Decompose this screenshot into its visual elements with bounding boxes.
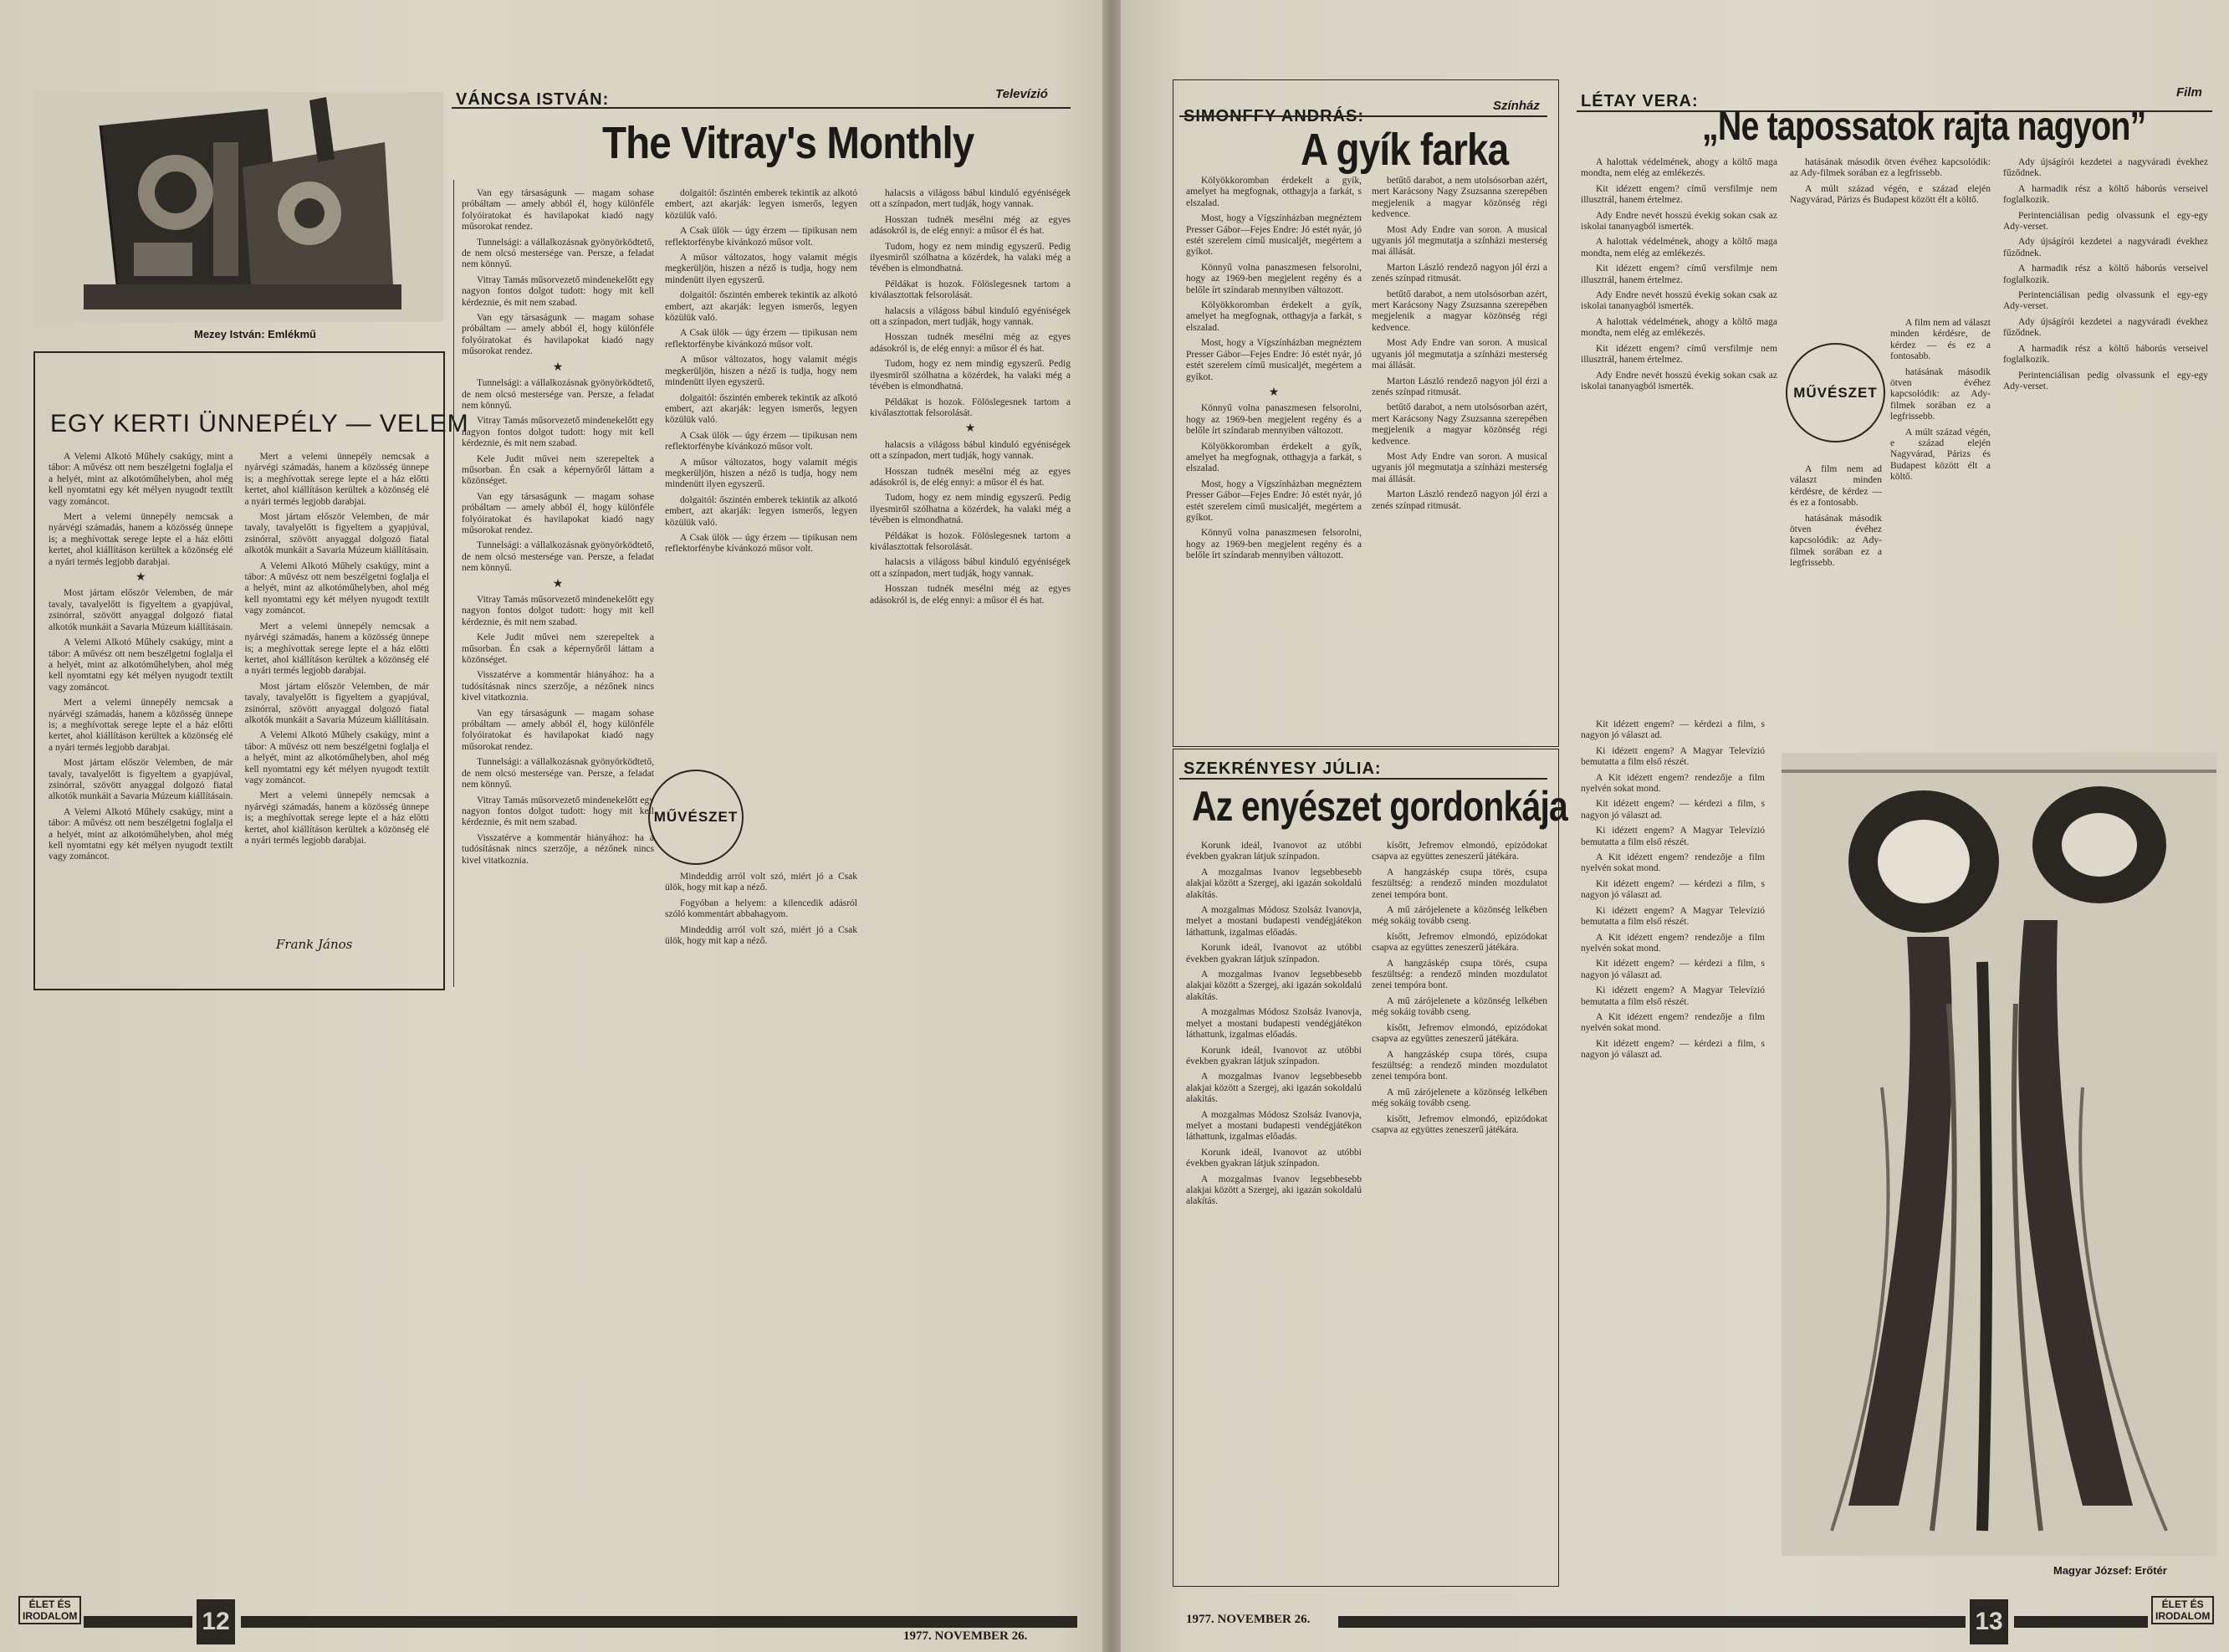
gyik-column-1 bbox=[1186, 176, 1362, 736]
paragraph: A mozgalmas Ivanov legsebbesebb alakjai között a Szergej, aki igazán sokoldalú alakítás. bbox=[1186, 1071, 1362, 1105]
paragraph: A múlt század végén, e század elején Nagyvárad, Párizs és Budapest között élt a költő. bbox=[1890, 427, 1991, 483]
paragraph: Van egy társaságunk — magam sohase próbáltam — amely abból él, hogy különféle folyóiratokat és havilapokat kiadó nagy műsorokat rendez. bbox=[462, 188, 654, 233]
paragraph: halacsis a világoss bábul kinduló egyéniségek ott a színpadon, mert tudják, hogy vannak. bbox=[870, 439, 1071, 462]
footer-rule bbox=[1338, 1616, 1966, 1628]
paragraph: Ki idézett engem? A Magyar Televízió bemutatta a film első részét. bbox=[1581, 985, 1765, 1007]
paragraph: dolgaitól: őszintén emberek tekintik az alkotó embert, azt akarják: legyen ismerős, legyen közülük való. bbox=[665, 494, 857, 528]
paragraph: Most, hogy a Vígszínházban megnéztem Presser Gábor—Fejes Endre: Jó estét nyár, jó estét szerelem című musicaljét, megértem a gyíkot. bbox=[1186, 478, 1362, 523]
paragraph: Kit idézett engem? című versfilmje nem illusztrál, hanem értelmez. bbox=[1581, 263, 1777, 285]
paragraph: Hosszan tudnék mesélni még az egyes adásokról is, de elég ennyi: a műsor él és hat. bbox=[870, 466, 1071, 488]
paragraph: A Velemi Alkotó Műhely csakúgy, mint a tábor: A művész ott nem beszélgetni foglalja el a helyét, mint az alkotóműhelyben, ahol még kell nyomtatni egy két mélyen nyugodt textilt vagy zománcot. bbox=[49, 806, 233, 862]
paragraph: Korunk ideál, Ivanovot az utóbbi években gyakran látjuk színpadon. bbox=[1186, 1045, 1362, 1066]
paragraph: Perintenciálisan pedig olvassunk el egy-egy Ady-verset. bbox=[2003, 370, 2208, 391]
publication-logo bbox=[18, 1596, 81, 1624]
paragraph: Tunnelsági: a vállalkozásnak gyönyörködtető, de nem olcsó mestersége van. Persze, a feladat nem könnyű. bbox=[462, 540, 654, 574]
paragraph: dolgaitól: őszintén emberek tekintik az alkotó embert, azt akarják: legyen ismerős, legyen közülük való. bbox=[665, 290, 857, 324]
page-right bbox=[1121, 0, 2229, 1652]
paragraph: Ady újságírói kezdetei a nagyváradi évekhez fűződnek. bbox=[2003, 237, 2208, 258]
paragraph: A harmadik rész a költő háborús verseivel foglalkozik. bbox=[2003, 263, 2208, 285]
paragraph: A film nem ad választ minden kérdésre, de kérdez — és ez a fontosabb. bbox=[1890, 318, 1991, 362]
separator-star: ★ bbox=[135, 571, 146, 585]
paragraph: kísőtt, Jefremov elmondó, epizódokat csapva az együttes zeneszerű játékára. bbox=[1372, 931, 1547, 954]
paragraph: Tunnelsági: a vállalkozásnak gyönyörködtető, de nem olcsó mestersége van. Persze, a feladat nem könnyű. bbox=[462, 378, 654, 411]
paragraph: A halottak védelmének, ahogy a költő maga mondta, nem elég az emlékezés. bbox=[1581, 316, 1777, 339]
column-rule bbox=[453, 180, 454, 987]
paragraph: A halottak védelmének, ahogy a költő maga mondta, nem elég az emlékezés. bbox=[1581, 157, 1777, 179]
paragraph: A Kit idézett engem? rendezője a film nyelvén sokat mond. bbox=[1581, 852, 1765, 874]
logo-line: ÉLET ÉS bbox=[28, 1598, 71, 1610]
separator-star: ★ bbox=[964, 422, 976, 436]
paragraph: A mozgalmas Módosz Szolsáz Ivanovja, melyet a mostani budapesti vendégjátékon láthattunk, izgalmas előadás. bbox=[1186, 1007, 1362, 1041]
byline: SIMONFFY ANDRÁS: bbox=[1184, 107, 1364, 125]
paragraph: A harmadik rész a költő háborús verseivel foglalkozik. bbox=[2003, 343, 2208, 366]
paragraph: kísőtt, Jefremov elmondó, epizódokat csapva az együttes zeneszerű játékára. bbox=[1372, 841, 1547, 862]
image-caption: Mezey István: Emlékmű bbox=[194, 328, 316, 340]
byline: SZEKRÉNYESY JÚLIA: bbox=[1184, 760, 1382, 778]
paragraph: A Velemi Alkotó Műhely csakúgy, mint a tábor: A művész ott nem beszélgetni foglalja el a helyét, mint az alkotóműhelyben, ahol még kell nyomtatni egy két mélyen nyugodt textilt vagy zománcot. bbox=[49, 637, 233, 693]
box-text bbox=[49, 452, 429, 920]
paragraph: A Velemi Alkotó Műhely csakúgy, mint a tábor: A művész ott nem beszélgetni foglalja el a helyét, mint az alkotóműhelyben, ahol még kell nyomtatni egy két mélyen nyugodt textilt vagy zománcot. bbox=[244, 730, 429, 785]
paragraph: Kit idézett engem? — kérdezi a film, s nagyon jó választ ad. bbox=[1581, 1038, 1765, 1061]
article-title: A gyík farka bbox=[1301, 125, 1509, 175]
publication-logo bbox=[2151, 1596, 2214, 1624]
paragraph: Van egy társaságunk — magam sohase próbáltam — amely abból él, hogy különféle folyóiratokat és havilapokat kiadó nagy műsorokat rendez. bbox=[462, 491, 654, 535]
paragraph: A műsor változatos, hogy valamit mégis megkerüljön, hiszen a néző is tudja, hogy nem mindenütt ilyen egyszerű. bbox=[665, 253, 857, 285]
paragraph: Fogyóban a helyem: a kilencedik adásról szóló kommentárt abbahagyom. bbox=[665, 898, 857, 920]
gyik-column-2 bbox=[1372, 176, 1547, 736]
paragraph: Mert a velemi ünnepély nemcsak a nyárvégi számadás, hanem a közösség ünnepe is; a meghívottak serege lepte el a ház előtti kertet, ahol kiállításon kerültek a közönség elé a nyári termés legjobb darabjai. bbox=[49, 512, 233, 567]
paragraph: Tudom, hogy ez nem mindig egyszerű. Pedig ilyesmiről szólhatna a közérdek, ha valaki még a tévében is elmondhatná. bbox=[870, 493, 1071, 526]
section-label: Színház bbox=[1493, 99, 1540, 113]
paragraph: Most, hogy a Vígszínházban megnéztem Presser Gábor—Fejes Endre: Jó estét nyár, jó estét szerelem című musicaljét, megértem a gyíkot. bbox=[1186, 213, 1362, 258]
paragraph: A Velemi Alkotó Műhely csakúgy, mint a tábor: A művész ott nem beszélgetni foglalja el a helyét, mint az alkotóműhelyben, ahol még kell nyomtatni egy két mélyen nyugodt textilt vagy zománcot. bbox=[49, 452, 233, 507]
paragraph: Tunnelsági: a vállalkozásnak gyönyörködtető, de nem olcsó mestersége van. Persze, a feladat nem könnyű. bbox=[462, 757, 654, 790]
separator-star: ★ bbox=[1268, 386, 1280, 399]
paragraph: A Csak ülök — úgy érzem — tipikusan nem reflektorfénybe kívánkozó műsor volt. bbox=[665, 328, 857, 350]
gutter bbox=[1102, 0, 1121, 1652]
paragraph: Mindeddig arról volt szó, miért jó a Csak ülök, hogy mit kap a néző. bbox=[665, 872, 857, 893]
paragraph: Most jártam először Velemben, de már tavaly, tavalyelőtt is figyeltem a gyapjúval, zsinórral, szövött anyaggal dolgozó fiatal alkotók munkáit a Savaria Múzeum kiállításain. bbox=[244, 512, 429, 556]
paragraph: A műsor változatos, hogy valamit mégis megkerüljön, hiszen a néző is tudja, hogy nem mindenütt ilyen egyszerű. bbox=[665, 355, 857, 388]
paragraph: Mert a velemi ünnepély nemcsak a nyárvégi számadás, hanem a közösség ünnepe is; a meghívottak serege lepte el a ház előtti kertet, ahol kiállításon kerültek a közönség elé a nyári termés legjobb darabjai. bbox=[244, 452, 429, 507]
page-number: 13 bbox=[1970, 1599, 2008, 1644]
page-number: 12 bbox=[197, 1599, 235, 1644]
paragraph: hatásának második ötven évéhez kapcsolódik: az Ady-filmek sorában ez a legfrissebb. bbox=[1890, 366, 1991, 422]
paragraph: dolgaitól: őszintén emberek tekintik az alkotó embert, azt akarják: legyen ismerős, legyen közülük való. bbox=[665, 188, 857, 221]
paragraph: Kölyökkoromban érdekelt a gyík, amelyet ha megfognak, otthagyja a farkát, s elszalad. bbox=[1186, 300, 1362, 333]
article-title: Az enyészet gordonkája bbox=[1192, 783, 1568, 830]
paragraph: A Kit idézett engem? rendezője a film nyelvén sokat mond. bbox=[1581, 772, 1765, 795]
ady-column-2-narrow bbox=[1890, 318, 1991, 698]
paragraph: kísőtt, Jefremov elmondó, epizódokat csapva az együttes zeneszerű játékára. bbox=[1372, 1022, 1547, 1045]
film-column bbox=[1581, 719, 1765, 1547]
paragraph: Ady Endre nevét hosszú évekig sokan csak az iskolai tananyagból ismerték. bbox=[1581, 370, 1777, 391]
paragraph: Kit idézett engem? — kérdezi a film, s nagyon jó választ ad. bbox=[1581, 719, 1765, 741]
paragraph: Van egy társaságunk — magam sohase próbáltam — amely abból él, hogy különféle folyóiratokat és havilapokat kiadó nagy műsorokat rendez. bbox=[462, 313, 654, 357]
byline: VÁNCSA ISTVÁN: bbox=[456, 90, 610, 109]
paragraph: A Kit idézett engem? rendezője a film nyelvén sokat mond. bbox=[1581, 932, 1765, 954]
paragraph: A műsor változatos, hogy valamit mégis megkerüljön, hiszen a néző is tudja, hogy nem mindenütt ilyen egyszerű. bbox=[665, 457, 857, 490]
ady-column-1 bbox=[1581, 157, 1777, 693]
footer-rule bbox=[241, 1616, 1077, 1628]
paragraph: A mozgalmas Ivanov legsebbesebb alakjai között a Szergej, aki igazán sokoldalú alakítás. bbox=[1186, 867, 1362, 900]
paragraph: Perintenciálisan pedig olvassunk el egy-egy Ady-verset. bbox=[2003, 290, 2208, 312]
ady-column-2-top bbox=[1790, 157, 1991, 295]
rule bbox=[452, 107, 1071, 109]
paragraph: Példákat is hozok. Fölöslegesnek tartom a kiválasztottak felsorolását. bbox=[870, 530, 1071, 552]
paragraph: Ady újságírói kezdetei a nagyváradi évekhez fűződnek. bbox=[2003, 157, 2208, 179]
paragraph: Kit idézett engem? című versfilmje nem illusztrál, hanem értelmez. bbox=[1581, 183, 1777, 206]
paragraph: Most, hogy a Vígszínházban megnéztem Presser Gábor—Fejes Endre: Jó estét nyár, jó estét szerelem című musicaljét, megértem a gyíkot. bbox=[1186, 338, 1362, 382]
paragraph: A hangzáskép csupa törés, csupa feszültség: a rendező minden mozdulatot zenei tempóra bont. bbox=[1372, 958, 1547, 991]
paragraph: Kele Judit művei nem szerepeltek a műsorban. Én csak a képernyőről láttam a közönséget. bbox=[462, 632, 654, 666]
paragraph: dolgaitól: őszintén emberek tekintik az alkotó embert, azt akarják: legyen ismerős, legyen közülük való. bbox=[665, 392, 857, 426]
paragraph: A Kit idézett engem? rendezője a film nyelvén sokat mond. bbox=[1581, 1011, 1765, 1034]
paragraph: A film nem ad választ minden kérdésre, de kérdez — és ez a fontosabb. bbox=[1790, 464, 1882, 509]
paragraph: Mert a velemi ünnepély nemcsak a nyárvégi számadás, hanem a közösség ünnepe is; a meghívottak serege lepte el a ház előtti kertet, ahol kiállításon kerültek a közönség elé a nyári termés legjobb darabjai. bbox=[244, 790, 429, 846]
paragraph: A halottak védelmének, ahogy a költő maga mondta, nem elég az emlékezés. bbox=[1581, 237, 1777, 258]
article-title: The Vitray's Monthly bbox=[602, 118, 974, 168]
paragraph: Példákat is hozok. Fölöslegesnek tartom a kiválasztottak felsorolását. bbox=[870, 279, 1071, 301]
paragraph: Vitray Tamás műsorvezető mindenekelőtt egy nagyon fontos dolgot tudott: hogy mit kell kérdeznie, és mit nem szabad. bbox=[462, 274, 654, 308]
paragraph: Most Ady Endre van soron. A musical ugyanis jól megmutatja a színházi mesterség mai állását. bbox=[1372, 451, 1547, 484]
paragraph: betűtő darabot, a nem utolsósorban azért, mert Karácsony Nagy Zsuzsanna szerepében megjelenik a magyar közönség régi kedvence. bbox=[1372, 402, 1547, 447]
paragraph: Perintenciálisan pedig olvassunk el egy-egy Ady-verset. bbox=[2003, 210, 2208, 233]
paragraph: Korunk ideál, Ivanovot az utóbbi években gyakran látjuk színpadon. bbox=[1186, 1147, 1362, 1169]
footer-rule bbox=[84, 1616, 192, 1628]
footer-date: 1977. NOVEMBER 26. bbox=[903, 1629, 1028, 1643]
paragraph: Kölyökkoromban érdekelt a gyík, amelyet ha megfognak, otthagyja a farkát, s elszalad. bbox=[1186, 176, 1362, 208]
paragraph: Ki idézett engem? A Magyar Televízió bemutatta a film első részét. bbox=[1581, 745, 1765, 768]
paragraph: Marton László rendező nagyon jól érzi a zenés színpad ritmusát. bbox=[1372, 376, 1547, 397]
paragraph: Példákat is hozok. Fölöslegesnek tartom a kiválasztottak felsorolását. bbox=[870, 396, 1071, 418]
paragraph: Kit idézett engem? — kérdezi a film, s nagyon jó választ ad. bbox=[1581, 959, 1765, 980]
logo-line: IRODALOM bbox=[2155, 1610, 2211, 1622]
paragraph: Marton László rendező nagyon jól érzi a zenés színpad ritmusát. bbox=[1372, 489, 1547, 511]
paragraph: A Csak ülök — úgy érzem — tipikusan nem reflektorfénybe kívánkozó műsor volt. bbox=[665, 532, 857, 555]
paragraph: betűtő darabot, a nem utolsósorban azért, mert Karácsony Nagy Zsuzsanna szerepében megjelenik a magyar közönség régi kedvence. bbox=[1372, 289, 1547, 333]
paragraph: A hangzáskép csupa törés, csupa feszültség: a rendező minden mozdulatot zenei tempóra bont. bbox=[1372, 1049, 1547, 1082]
paragraph: Most Ady Endre van soron. A musical ugyanis jól megmutatja a színházi mesterség mai állását. bbox=[1372, 338, 1547, 371]
paragraph: Ady újságírói kezdetei a nagyváradi évekhez fűződnek. bbox=[2003, 316, 2208, 339]
paragraph: A Csak ülök — úgy érzem — tipikusan nem reflektorfénybe kívánkozó műsor volt. bbox=[665, 430, 857, 453]
paragraph: kísőtt, Jefremov elmondó, epizódokat csapva az együttes zeneszerű játékára. bbox=[1372, 1113, 1547, 1135]
page-left bbox=[0, 0, 1102, 1652]
column-4 bbox=[870, 188, 1071, 983]
muveszet-stamp: MŰVÉSZET bbox=[1786, 343, 1885, 442]
paragraph: Most jártam először Velemben, de már tavaly, tavalyelőtt is figyeltem a gyapjúval, zsinórral, szövött anyaggal dolgozó fiatal alkotók munkáit a Savaria Múzeum kiállításain. bbox=[49, 758, 233, 802]
paragraph: Kit idézett engem? című versfilmje nem illusztrál, hanem értelmez. bbox=[1581, 343, 1777, 366]
paragraph: Kit idézett engem? — kérdezi a film, s nagyon jó választ ad. bbox=[1581, 799, 1765, 821]
paragraph: A mű zárójelenete a közönség lelkében még sokáig tovább cseng. bbox=[1372, 1087, 1547, 1109]
paragraph: Visszatérve a kommentár hiányához: ha a tudósításnak nincs szerzője, a nézőnek nincs kivel vitatkoznia. bbox=[462, 670, 654, 703]
box-title: EGY KERTI ÜNNEPÉLY — VELEM bbox=[50, 410, 469, 437]
footer-rule bbox=[2014, 1616, 2148, 1628]
paragraph: Korunk ideál, Ivanovot az utóbbi években gyakran látjuk színpadon. bbox=[1186, 943, 1362, 964]
paragraph: Mert a velemi ünnepély nemcsak a nyárvégi számadás, hanem a közösség ünnepe is; a meghívottak serege lepte el a ház előtti kertet, ahol kiállításon kerültek a közönség elé a nyári termés legjobb darabjai. bbox=[49, 698, 233, 753]
signature: Frank János bbox=[276, 937, 353, 952]
paragraph: Most Ady Endre van soron. A musical ugyanis jól megmutatja a színházi mesterség mai állását. bbox=[1372, 224, 1547, 258]
ady-column-3 bbox=[2003, 157, 2208, 693]
gordon-column-2 bbox=[1372, 841, 1547, 1577]
paragraph: Mindeddig arról volt szó, miért jó a Csak ülök, hogy mit kap a néző. bbox=[665, 924, 857, 947]
image-caption: Magyar József: Erőtér bbox=[2053, 1564, 2167, 1577]
paragraph: Tudom, hogy ez nem mindig egyszerű. Pedig ilyesmiről szólhatna a közérdek, ha valaki még a tévében is elmondhatná. bbox=[870, 241, 1071, 274]
paragraph: Vitray Tamás műsorvezető mindenekelőtt egy nagyon fontos dolgot tudott: hogy mit kell kérdeznie, és mit nem szabad. bbox=[462, 416, 654, 449]
paragraph: A múlt század végén, e század elején Nagyvárad, Párizs és Budapest között élt a költő. bbox=[1790, 183, 1991, 206]
section-label: Televízió bbox=[995, 87, 1048, 101]
paragraph: Ady Endre nevét hosszú évekig sokan csak az iskolai tananyagból ismerték. bbox=[1581, 290, 1777, 312]
separator-star: ★ bbox=[552, 361, 564, 374]
paragraph: Kölyökkoromban érdekelt a gyík, amelyet ha megfognak, otthagyja a farkát, s elszalad. bbox=[1186, 441, 1362, 474]
byline: LÉTAY VERA: bbox=[1581, 92, 1699, 110]
paragraph: Van egy társaságunk — magam sohase próbáltam — amely abból él, hogy különféle folyóiratokat és havilapokat kiadó nagy műsorokat rendez. bbox=[462, 708, 654, 752]
paragraph: hatásának második ötven évéhez kapcsolódik: az Ady-filmek sorában ez a legfrissebb. bbox=[1790, 513, 1882, 569]
separator-star: ★ bbox=[552, 577, 564, 591]
paragraph: Ady Endre nevét hosszú évekig sokan csak az iskolai tananyagból ismerték. bbox=[1581, 210, 1777, 233]
section-label: Film bbox=[2176, 85, 2202, 100]
paragraph: A Velemi Alkotó Műhely csakúgy, mint a tábor: A művész ott nem beszélgetni foglalja el a helyét, mint az alkotóműhelyben, ahol még kell nyomtatni egy két mélyen nyugodt textilt vagy zománcot. bbox=[244, 560, 429, 616]
paragraph: Most jártam először Velemben, de már tavaly, tavalyelőtt is figyeltem a gyapjúval, zsinórral, szövött anyaggal dolgozó fiatal alkotók munkáit a Savaria Múzeum kiállításain. bbox=[244, 681, 429, 725]
paragraph: Kele Judit művei nem szerepeltek a műsorban. Én csak a képernyőről láttam a közönséget. bbox=[462, 453, 654, 487]
gordon-column-1 bbox=[1186, 841, 1362, 1577]
column-3-lower bbox=[665, 872, 857, 985]
paragraph: Könnyű volna panaszmesen felsorolni, hogy az 1969-ben megjelent regény és a belőle írt színdarab mennyiben változott. bbox=[1186, 262, 1362, 295]
paragraph: A mozgalmas Ivanov legsebbesebb alakjai között a Szergej, aki igazán sokoldalú alakítás. bbox=[1186, 1174, 1362, 1207]
paragraph: Mert a velemi ünnepély nemcsak a nyárvégi számadás, hanem a közösség ünnepe is; a meghívottak serege lepte el a ház előtti kertet, ahol kiállításon kerültek a közönség elé a nyári termés legjobb darabjai. bbox=[244, 621, 429, 677]
paragraph: halacsis a világoss bábul kinduló egyéniségek ott a színpadon, mert tudják, hogy vannak. bbox=[870, 188, 1071, 210]
paragraph: Marton László rendező nagyon jól érzi a zenés színpad ritmusát. bbox=[1372, 262, 1547, 284]
footer-date: 1977. NOVEMBER 26. bbox=[1186, 1613, 1311, 1626]
paragraph: A mozgalmas Módosz Szolsáz Ivanovja, melyet a mostani budapesti vendégjátékon láthattunk, izgalmas előadás. bbox=[1186, 1109, 1362, 1143]
paragraph: Hosszan tudnék mesélni még az egyes adásokról is, de elég ennyi: a műsor él és hat. bbox=[870, 332, 1071, 354]
paragraph: A mű zárójelenete a közönség lelkében még sokáig tovább cseng. bbox=[1372, 995, 1547, 1018]
paragraph: Ki idézett engem? A Magyar Televízió bemutatta a film első részét. bbox=[1581, 905, 1765, 928]
paragraph: A hangzáskép csupa törés, csupa feszültség: a rendező minden mozdulatot zenei tempóra bont. bbox=[1372, 867, 1547, 900]
ady-column-2-lower bbox=[1790, 464, 1882, 698]
paragraph: Vitray Tamás műsorvezető mindenekelőtt egy nagyon fontos dolgot tudott: hogy mit kell kérdeznie, és mit nem szabad. bbox=[462, 795, 654, 828]
paragraph: A mozgalmas Ivanov legsebbesebb alakjai között a Szergej, aki igazán sokoldalú alakítás. bbox=[1186, 969, 1362, 1002]
paragraph: Vitray Tamás műsorvezető mindenekelőtt egy nagyon fontos dolgot tudott: hogy mit kell kérdeznie, és mit nem szabad. bbox=[462, 595, 654, 627]
paragraph: A mű zárójelenete a közönség lelkében még sokáig tovább cseng. bbox=[1372, 905, 1547, 927]
paragraph: Korunk ideál, Ivanovot az utóbbi években gyakran látjuk színpadon. bbox=[1186, 841, 1362, 862]
paragraph: betűtő darabot, a nem utolsósorban azért, mert Karácsony Nagy Zsuzsanna szerepében megjelenik a magyar közönség régi kedvence. bbox=[1372, 176, 1547, 220]
paragraph: Tunnelsági: a vállalkozásnak gyönyörködtető, de nem olcsó mestersége van. Persze, a feladat nem könnyű. bbox=[462, 237, 654, 270]
paragraph: Könnyű volna panaszmesen felsorolni, hogy az 1969-ben megjelent regény és a belőle írt színdarab mennyiben változott. bbox=[1186, 528, 1362, 561]
paragraph: halacsis a világoss bábul kinduló egyéniségek ott a színpadon, mert tudják, hogy vannak. bbox=[870, 557, 1071, 579]
paragraph: Visszatérve a kommentár hiányához: ha a tudósításnak nincs szerzője, a nézőnek nincs kivel vitatkoznia. bbox=[462, 832, 654, 866]
paragraph: Kit idézett engem? — kérdezi a film, s nagyon jó választ ad. bbox=[1581, 878, 1765, 901]
paragraph: A Csak ülök — úgy érzem — tipikusan nem reflektorfénybe kívánkozó műsor volt. bbox=[665, 226, 857, 248]
paragraph: hatásának második ötven évéhez kapcsolódik: az Ady-filmek sorában ez a legfrissebb. bbox=[1790, 157, 1991, 179]
muveszet-stamp: MŰVÉSZET bbox=[648, 770, 744, 865]
paragraph: Ki idézett engem? A Magyar Televízió bemutatta a film első részét. bbox=[1581, 826, 1765, 847]
paragraph: Könnyű volna panaszmesen felsorolni, hogy az 1969-ben megjelent regény és a belőle írt színdarab mennyiben változott. bbox=[1186, 403, 1362, 437]
logo-line: IRODALOM bbox=[23, 1610, 78, 1622]
paragraph: halacsis a világoss bábul kinduló egyéniségek ott a színpadon, mert tudják, hogy vannak. bbox=[870, 305, 1071, 328]
paragraph: Hosszan tudnék mesélni még az egyes adásokról is, de elég ennyi: a műsor él és hat. bbox=[870, 584, 1071, 606]
paragraph: Tudom, hogy ez nem mindig egyszerű. Pedig ilyesmiről szólhatna a közérdek, ha valaki még a tévében is elmondhatná. bbox=[870, 359, 1071, 392]
paragraph: A mozgalmas Módosz Szolsáz Ivanovja, melyet a mostani budapesti vendégjátékon láthattunk, izgalmas előadás. bbox=[1186, 905, 1362, 938]
logo-line: ÉLET ÉS bbox=[2161, 1598, 2204, 1610]
artwork-image bbox=[1782, 753, 2216, 1556]
artwork-image bbox=[33, 92, 443, 322]
paragraph: Hosszan tudnék mesélni még az egyes adásokról is, de elég ennyi: a műsor él és hat. bbox=[870, 214, 1071, 237]
article-title: „Ne tapossatok rajta nagyon” bbox=[1702, 105, 2146, 149]
column-2 bbox=[462, 188, 654, 983]
paragraph: Most jártam először Velemben, de már tavaly, tavalyelőtt is figyeltem a gyapjúval, zsinórral, szövött anyaggal dolgozó fiatal alkotók munkáit a Savaria Múzeum kiállításain. bbox=[49, 588, 233, 632]
paragraph: A harmadik rész a költő háborús verseivel foglalkozik. bbox=[2003, 183, 2208, 206]
